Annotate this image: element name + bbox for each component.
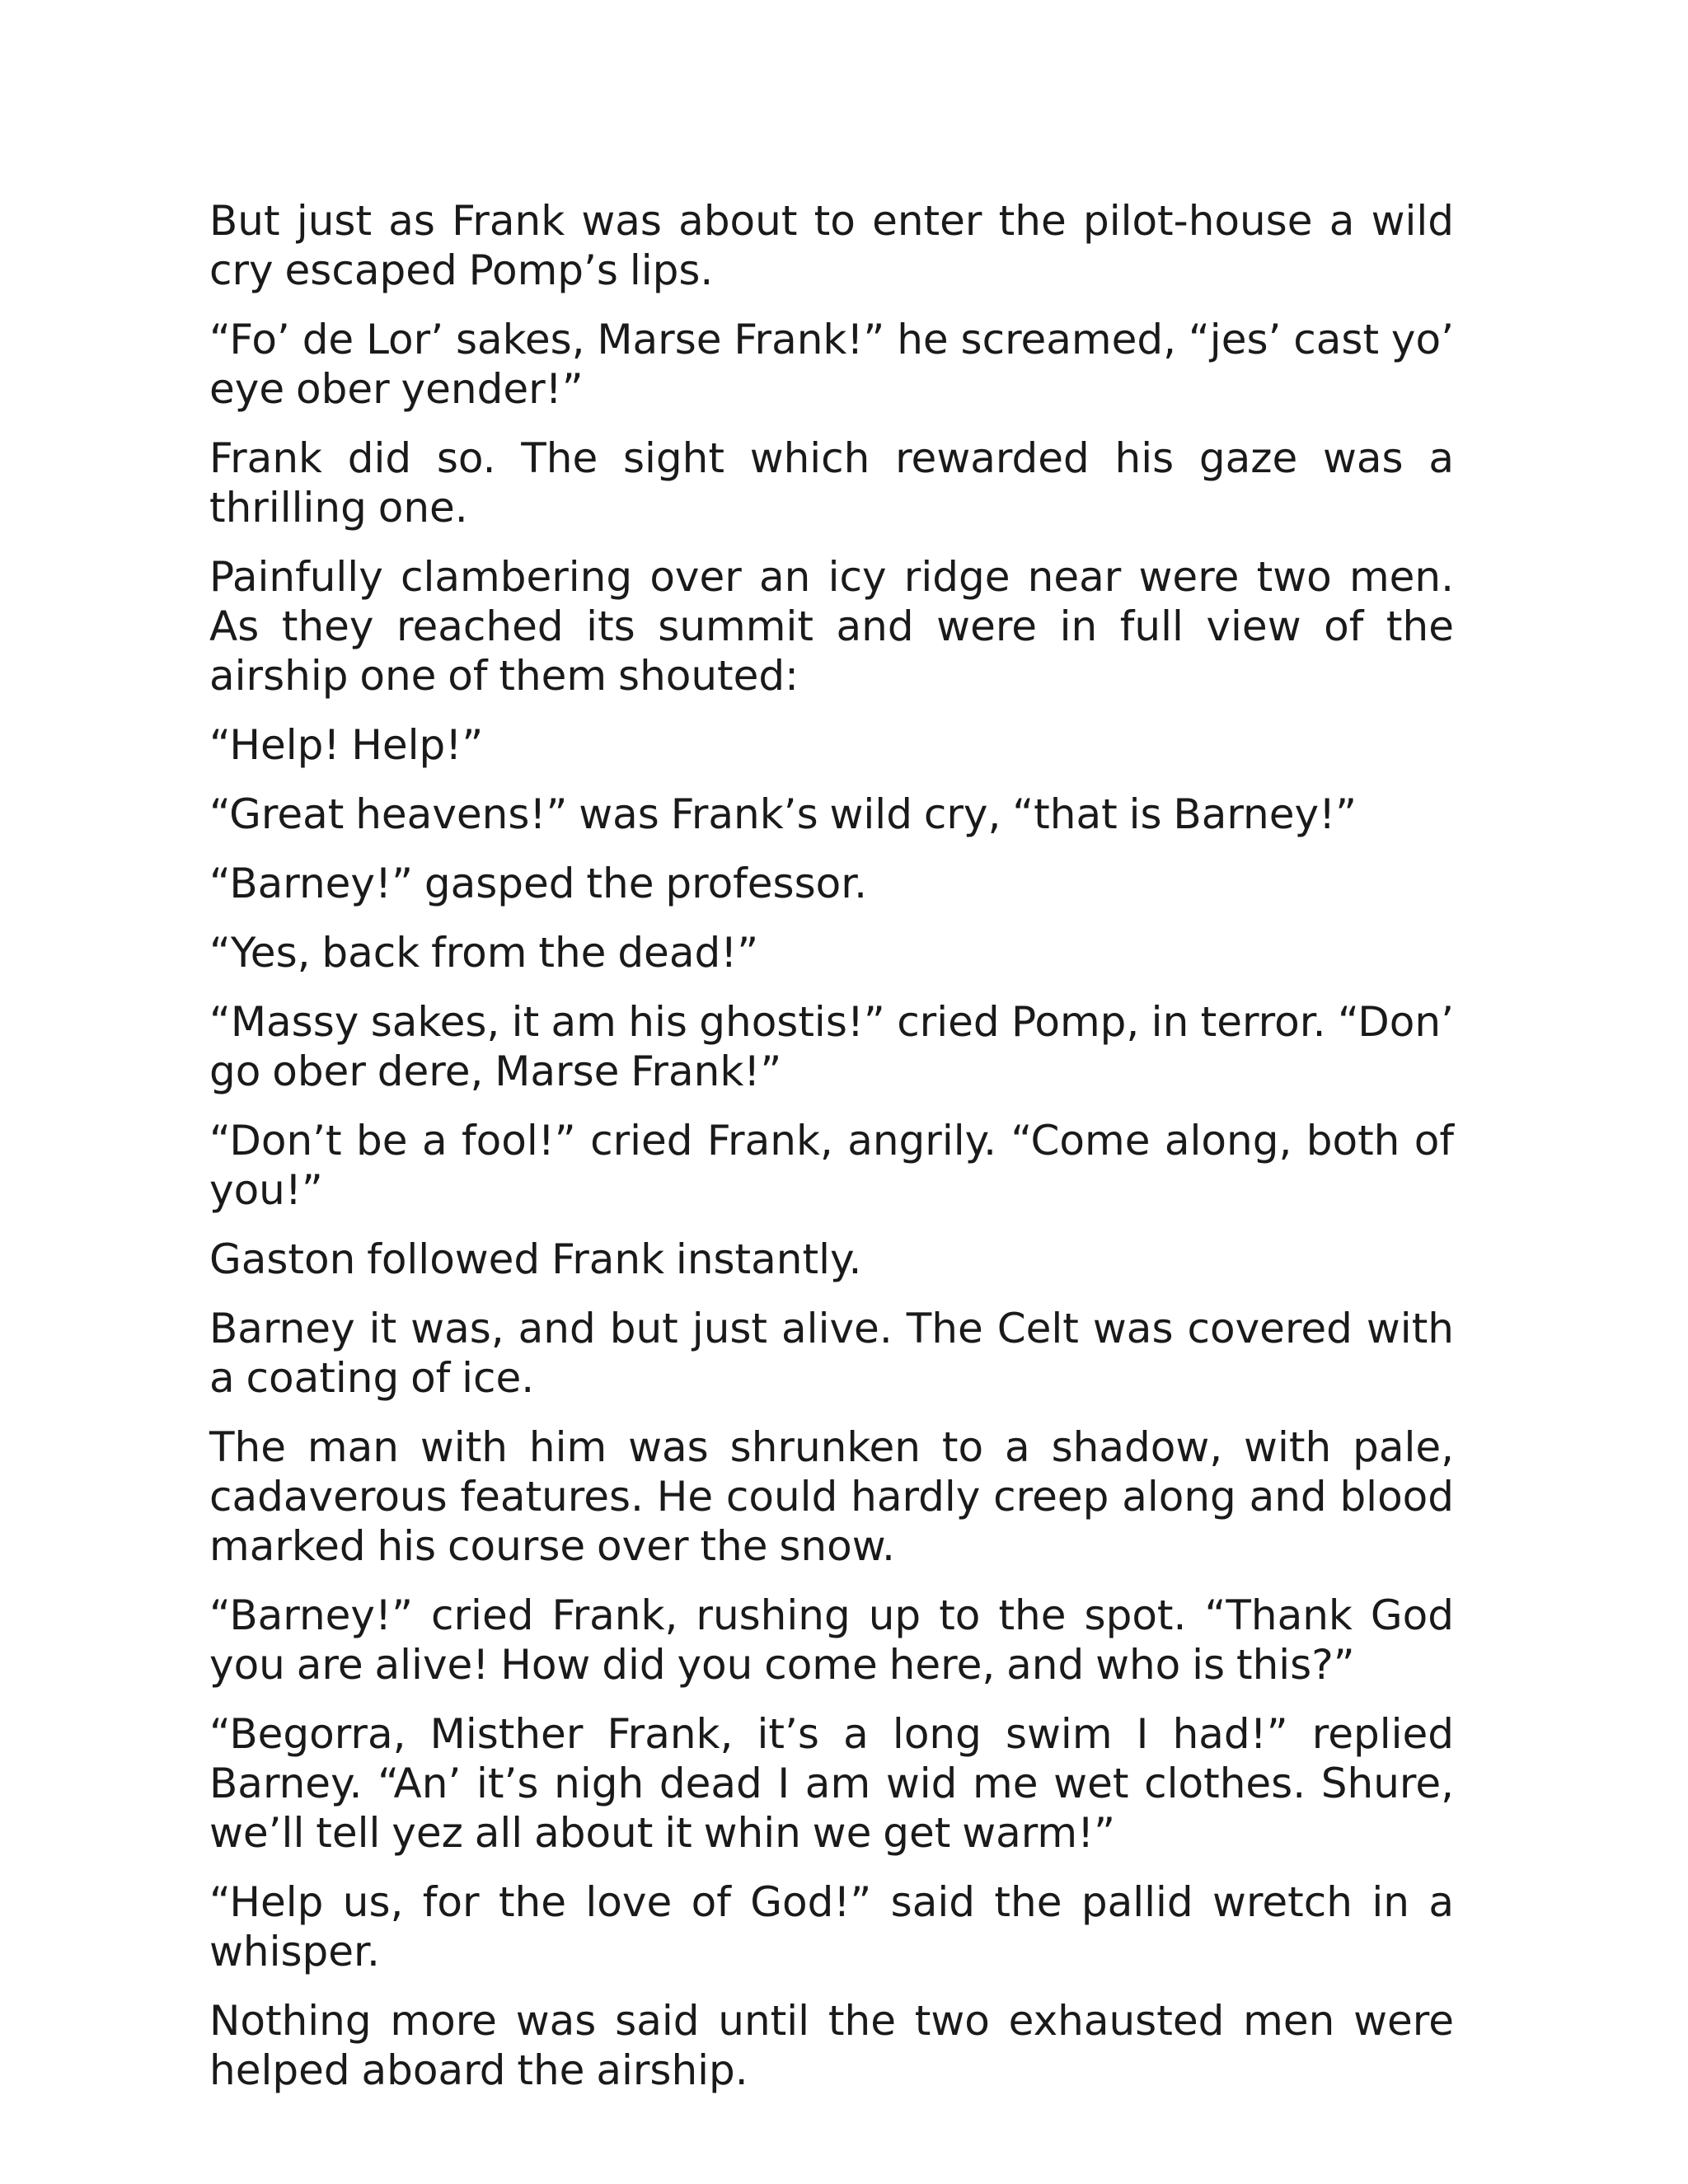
paragraph-3: Frank did so. The sight which rewarded his gaze was a thrilling one. — [209, 434, 1454, 532]
paragraph-1: But just as Frank was about to enter the pilot-house a wild cry escaped Pomp’s lips. — [209, 197, 1454, 294]
paragraph-14: “Barney!” cried Frank, rushing up to the spot. “Thank God you are alive! How did you come here, and who is this?” — [209, 1591, 1454, 1689]
paragraph-13: The man with him was shrunken to a shadow, with pale, cadaverous features. He could hardly creep along and blood marked his course over the snow. — [209, 1423, 1454, 1570]
paragraph-16: “Help us, for the love of God!” said the pallid wretch in a whisper. — [209, 1878, 1454, 1975]
paragraph-10: “Don’t be a fool!” cried Frank, angrily. “Come along, both of you!” — [209, 1117, 1454, 1214]
paragraph-11: Gaston followed Frank instantly. — [209, 1235, 862, 1283]
paragraph-17: Nothing more was said until the two exhausted men were helped aboard the airship. — [209, 1997, 1454, 2094]
paragraph-6: “Great heavens!” was Frank’s wild cry, “that is Barney!” — [209, 790, 1357, 838]
document-page — [209, 196, 1454, 2115]
paragraph-9: “Massy sakes, it am his ghostis!” cried Pomp, in terror. “Don’ go ober dere, Marse Frank!” — [209, 998, 1454, 1095]
paragraph-15: “Begorra, Misther Frank, it’s a long swim I had!” replied Barney. “An’ it’s nigh dead I am wid me wet clothes. Shure, we’ll tell yez all about it whin we get warm!” — [209, 1710, 1454, 1857]
paragraph-4: Painfully clambering over an icy ridge near were two men. As they reached its summit and were in full view of the airship one of them shouted: — [209, 553, 1454, 700]
paragraph-7: “Barney!” gasped the professor. — [209, 860, 868, 907]
paragraph-12: Barney it was, and but just alive. The Celt was covered with a coating of ice. — [209, 1305, 1454, 1402]
paragraph-8: “Yes, back from the dead!” — [209, 929, 759, 977]
paragraph-2: “Fo’ de Lor’ sakes, Marse Frank!” he screamed, “jes’ cast yo’ eye ober yender!” — [209, 316, 1454, 413]
paragraph-5: “Help! Help!” — [209, 721, 484, 769]
